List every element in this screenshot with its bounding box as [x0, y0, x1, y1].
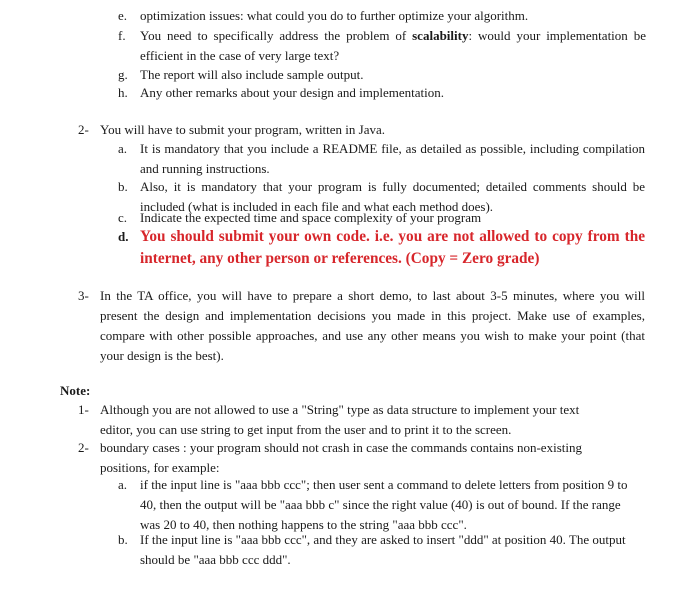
list-marker: 1- — [78, 402, 89, 417]
list-text: boundary cases : your program should not crash in case the commands contains non-existing positions, for example: — [100, 440, 582, 475]
list-item-f — [118, 26, 646, 66]
list-text: optimization issues: what could you do to further optimize your algorithm. — [140, 8, 529, 23]
subitem-2c — [118, 208, 645, 228]
list-item-g — [118, 65, 643, 85]
list-marker: g. — [118, 67, 128, 82]
list-text: If the input line is "aaa bbb ccc", and they are asked to insert "ddd" at position 40. The output should be "aaa bbb ccc ddd". — [140, 532, 626, 567]
list-marker: a. — [118, 141, 128, 156]
list-marker: a. — [118, 477, 128, 492]
list-marker: c. — [118, 210, 128, 225]
list-text: Although you are not allowed to use a "String" type as data structure to implement your text editor, you can use string to get input from the user and to print it to the screen. — [100, 402, 580, 437]
example-b — [118, 530, 643, 570]
list-item-e — [118, 6, 643, 26]
list-text: You need to specifically address the problem of scalability: would your implementation be efficient in the case of very large text? — [140, 28, 646, 63]
subitem-2a — [118, 139, 645, 179]
list-marker: 3- — [78, 288, 89, 303]
list-text: In the TA office, you will have to prepare a short demo, to last about 3-5 minutes, where you will present the design and implementation decisions you made in this project. Make use of examples, compare with other possible approaches, and use any other means you wish to make your point (that your design is the best). — [100, 288, 645, 363]
note-heading: Note: — [60, 383, 91, 398]
list-marker: d. — [118, 229, 129, 244]
list-text: Indicate the expected time and space complexity of your program — [140, 210, 482, 225]
numbered-item-3 — [78, 286, 645, 366]
list-text: Any other remarks about your design and implementation. — [140, 85, 444, 100]
list-marker: 2- — [78, 122, 89, 137]
numbered-item-2 — [78, 120, 638, 140]
subitem-2d-warning — [118, 226, 645, 270]
note-item-2 — [78, 438, 623, 478]
example-a — [118, 475, 643, 535]
scalability-keyword: scalability — [412, 28, 469, 43]
list-text: It is mandatory that you include a README file, as detailed as possible, including compilation and running instructions. — [140, 141, 645, 176]
list-marker: e. — [118, 8, 128, 23]
list-text: You will have to submit your program, written in Java. — [100, 122, 386, 137]
list-marker: b. — [118, 179, 128, 194]
list-marker: b. — [118, 532, 128, 547]
list-marker: f. — [118, 28, 126, 43]
list-marker: h. — [118, 85, 128, 100]
list-marker: 2- — [78, 440, 89, 455]
note-item-1 — [78, 400, 613, 440]
no-copy-warning: You should submit your own code. i.e. you are not allowed to copy from the internet, any other person or references. (Copy = Zero grade) — [140, 228, 645, 267]
list-text: if the input line is "aaa bbb ccc"; then user sent a command to delete letters from position 9 to 40, then the output will be "aaa bbb c" since the right value (40) is out of bound. If the range was 20 to 40, then nothing happens to the string "aaa bbb ccc". — [140, 477, 628, 532]
list-text: Also, it is mandatory that your program is fully documented; detailed comments should be included (what is included in each file and what each method does). — [140, 179, 645, 214]
list-text: The report will also include sample output. — [140, 67, 364, 82]
list-item-h — [118, 83, 643, 103]
